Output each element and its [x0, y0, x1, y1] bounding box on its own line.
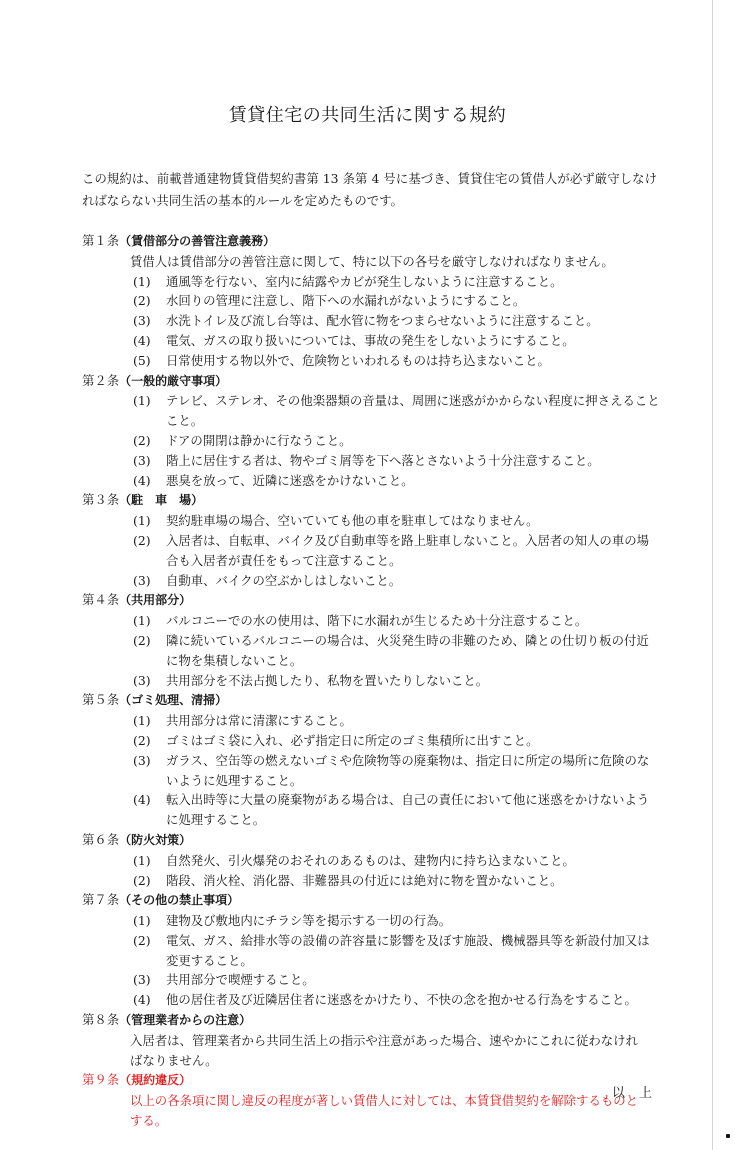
- item-number: (1): [133, 273, 151, 289]
- list-item: [82, 391, 660, 431]
- item-number: (3): [133, 572, 151, 588]
- closing-mark: 以上: [612, 1086, 667, 1101]
- article-title: （共用部分）: [119, 593, 192, 608]
- item-text: 共用部分を不法占拠したり、私物を置いたりしないこと。: [166, 672, 489, 688]
- list-item: [82, 431, 660, 451]
- list-item: [82, 751, 660, 791]
- article-heading: [82, 1070, 662, 1091]
- item-text: 他の居住者及び近隣居住者に迷惑をかけたり、不快の念を抱かせる行為をすること。: [166, 992, 637, 1008]
- article-title: （賃借部分の善管注意義務）: [119, 234, 276, 248]
- scan-dot: [726, 1134, 730, 1138]
- item-number: (3): [133, 313, 151, 329]
- article-heading: [82, 690, 662, 711]
- article-items: [82, 391, 662, 490]
- list-item: [82, 851, 660, 871]
- article-title: （一般的厳守事項）: [119, 373, 228, 388]
- item-text: 入居者は、自転車、バイク及び自動車等を路上駐車しないこと。入居者の知人の車の場合も入居者が責任をもって注意すること。: [166, 532, 649, 568]
- article-number: 第１条: [82, 233, 120, 248]
- item-text: 建物及び敷地内にチラシ等を掲示する一切の行為。: [166, 913, 451, 929]
- item-text: バルコニーでの水の使用は、階下に水漏れが生じるため十分注意すること。: [166, 613, 588, 629]
- item-number: (4): [133, 332, 151, 348]
- list-item: [82, 911, 660, 931]
- item-number: (2): [133, 532, 151, 548]
- item-number: (3): [133, 752, 151, 768]
- list-item: [82, 311, 660, 331]
- list-item: [82, 711, 660, 731]
- item-number: (4): [133, 992, 151, 1008]
- article-number: 第８条: [82, 1012, 120, 1028]
- item-text: 共用部分は常に清潔にすること。: [166, 713, 352, 729]
- item-text: ドアの開閉は静かに行なうこと。: [166, 432, 352, 448]
- article-heading: [82, 371, 662, 392]
- article-heading: [82, 830, 662, 851]
- item-number: (1): [133, 713, 151, 729]
- item-text: 悪臭を放って、近隣に迷惑をかけないこと。: [166, 472, 414, 488]
- item-number: (2): [133, 932, 151, 948]
- article-number: 第５条: [82, 692, 120, 708]
- article-heading: [82, 231, 662, 252]
- list-item: [82, 931, 660, 971]
- list-item: [82, 331, 660, 351]
- list-item: [82, 571, 660, 591]
- list-item: [82, 970, 660, 990]
- article-title: （その他の禁止事項）: [119, 893, 240, 908]
- article-title: （ゴミ処理、清掃）: [119, 693, 228, 708]
- article-title: （管理業者からの注意）: [119, 1013, 252, 1028]
- article-body: 以上の各条項に関し違反の程度が著しい賃借人に対しては、本賃貸借契約を解除するものとする。: [130, 1093, 639, 1129]
- document-title: 賃貸住宅の共同生活に関する規約: [228, 105, 507, 126]
- item-text: 自然発火、引火爆発のおそれのあるものは、建物内に持ち込まないこと。: [166, 852, 575, 868]
- item-text: 階段、消火栓、消化器、非難器具の付近には絶対に物を置かないこと。: [166, 872, 563, 888]
- article-number: 第３条: [82, 492, 120, 508]
- item-number: (1): [133, 852, 151, 868]
- article-number: 第４条: [82, 592, 120, 608]
- article-number: 第９条: [82, 1072, 120, 1088]
- page-edge-line: [712, 0, 713, 1150]
- list-item: [82, 351, 660, 371]
- article-items: [82, 611, 662, 690]
- article-title: （規約違反）: [119, 1073, 192, 1088]
- item-number: (4): [133, 792, 151, 808]
- article-heading: [82, 590, 662, 611]
- item-number: (1): [133, 913, 151, 929]
- list-item: [82, 272, 660, 292]
- item-text: 階上に居住する者は、物やゴミ屑等を下へ落とさないよう十分注意すること。: [166, 452, 600, 468]
- item-text: 通風等を行ない、室内に結露やカビが発生しないように注意すること。: [166, 273, 563, 289]
- list-item: [82, 871, 660, 891]
- article-number: 第７条: [82, 892, 120, 908]
- list-item: [82, 631, 660, 671]
- list-item: [82, 451, 660, 471]
- item-text: 水洗トイレ及び流し台等は、配水管に物をつまらせないように注意すること。: [166, 313, 599, 329]
- article-heading: [82, 890, 662, 911]
- article-title: （駐 車 場）: [119, 493, 204, 508]
- item-text: ゴミはゴミ袋に入れ、必ず指定日に所定のゴミ集積所に出すこと。: [166, 732, 539, 748]
- item-text: 電気、ガス、給排水等の設備の許容量に影響を及ぼす施設、機械器具等を新設付加又は変更すること。: [166, 932, 650, 968]
- item-text: 共用部分で喫煙すること。: [166, 972, 315, 988]
- item-text: 日常使用する物以外で、危険物といわれるものは持ち込まないこと。: [166, 352, 550, 368]
- item-number: (5): [133, 352, 151, 368]
- item-number: (2): [133, 732, 151, 748]
- item-number: (1): [133, 613, 151, 629]
- item-number: (4): [133, 472, 151, 488]
- item-number: (1): [133, 393, 151, 409]
- item-text: 隣に続いているバルコニーの場合は、火災発生時の非難のため、隣との仕切り板の付近に物を集積しないこと。: [166, 632, 649, 668]
- item-number: (2): [133, 432, 151, 448]
- articles-list: [82, 231, 662, 1131]
- article-items: [82, 711, 662, 830]
- list-item: [82, 511, 660, 531]
- article-title: （防火対策）: [119, 832, 192, 847]
- item-number: (2): [133, 293, 151, 309]
- article-items: [82, 911, 662, 1010]
- list-item: [82, 731, 660, 751]
- article-items: [82, 851, 662, 891]
- item-text: 電気、ガスの取り扱いについては、事故の発生をしないようにすること。: [166, 332, 575, 348]
- article-body: 賃借人は賃借部分の善管注意に関して、特に以下の各号を厳守しなければなりません。: [130, 253, 614, 269]
- item-text: 契約駐車場の場合、空いていても他の車を駐車してはなりません。: [166, 513, 539, 529]
- item-text: 自動車、バイクの空ぶかしはしないこと。: [166, 572, 402, 588]
- list-item: [82, 790, 660, 830]
- item-text: ガラス、空缶等の燃えないゴミや危険物等の廃棄物は、指定日に所定の場所に危険のないように処理すること。: [166, 752, 650, 788]
- list-item: [82, 671, 660, 691]
- list-item: [82, 291, 660, 311]
- item-number: (2): [133, 632, 151, 648]
- article-items: [82, 511, 662, 590]
- list-item: [82, 990, 660, 1010]
- intro-paragraph: この規約は、前載普通建物賃貸借契約書第 13 条第 4 号に基づき、賃貸住宅の賃借人が必ず厳守しなければならない共同生活の基本的ルールを定めたものです。: [82, 171, 657, 208]
- item-number: (2): [133, 872, 151, 888]
- item-text: 水回りの管理に注意し、階下への水漏れがないようにすること。: [166, 293, 526, 309]
- article-number: 第６条: [82, 831, 120, 847]
- item-number: (3): [133, 672, 151, 688]
- item-number: (3): [133, 972, 151, 988]
- list-item: [82, 531, 660, 571]
- item-text: テレビ、ステレオ、その他楽器類の音量は、周囲に迷惑がかからない程度に押さえることこと。: [166, 393, 660, 429]
- item-number: (3): [133, 452, 151, 468]
- article-heading: [82, 1010, 662, 1031]
- item-text: 転入出時等に大量の廃棄物がある場合は、自己の責任において他に迷惑をかけないように処理すること。: [166, 792, 650, 828]
- list-item: [82, 471, 660, 491]
- article-items: [82, 272, 662, 371]
- article-body: 入居者は、管理業者から共同生活上の指示や注意があった場合、速やかにこれに従わなければなりません。: [130, 1032, 638, 1068]
- article-number: 第２条: [82, 372, 120, 388]
- article-heading: [82, 490, 662, 511]
- list-item: [82, 611, 660, 631]
- item-number: (1): [133, 513, 151, 529]
